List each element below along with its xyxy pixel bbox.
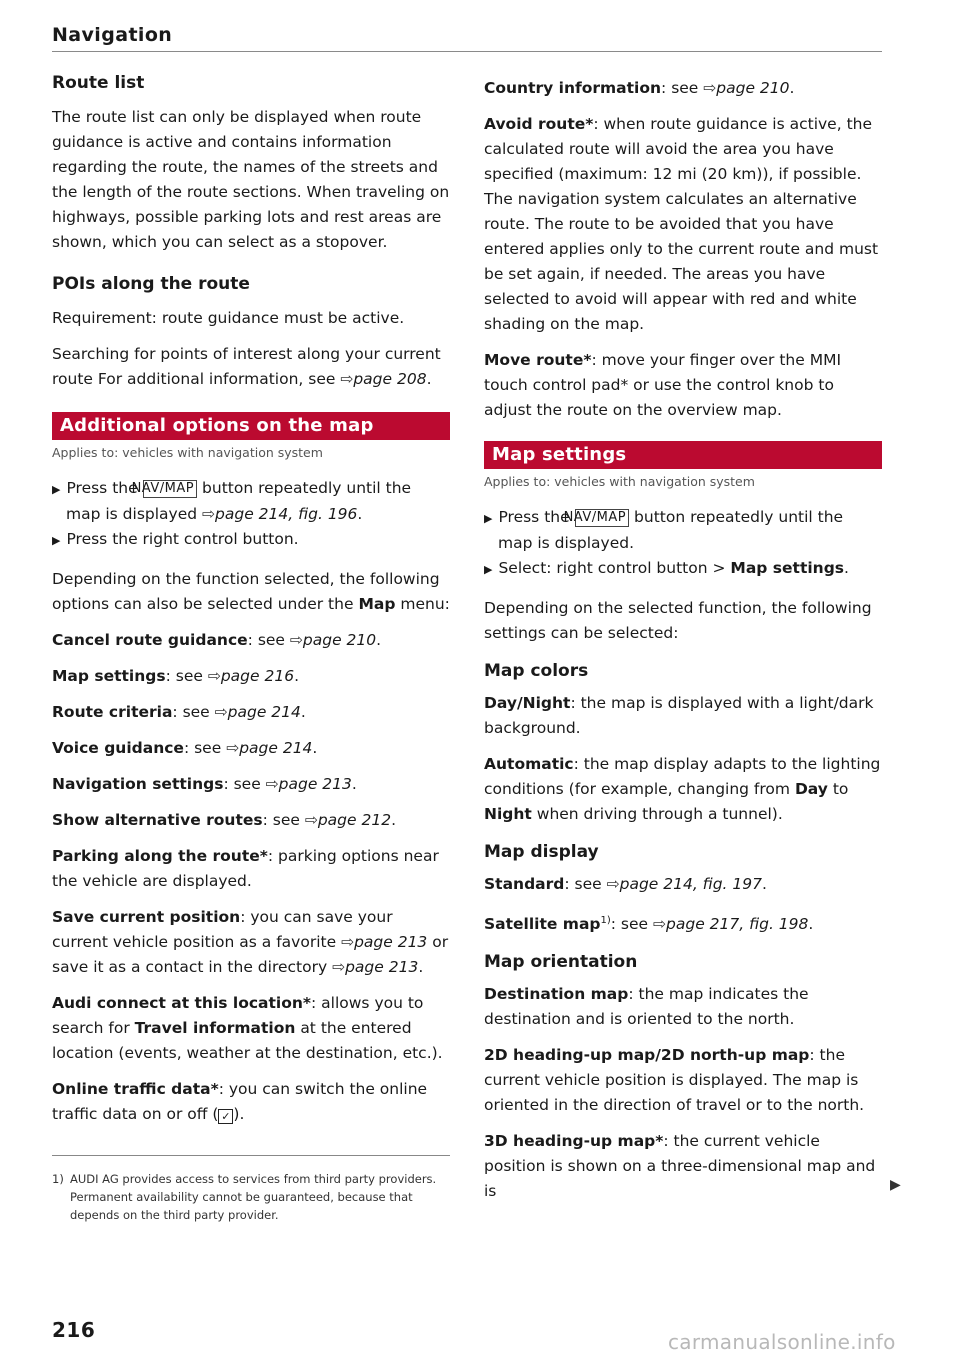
arrow-icon: ⇨ xyxy=(214,703,228,722)
save-position-option: Save current position: you can save your current vehicle position as a favorite ⇨page 213 or save it as a contact in the directory ⇨page 213. xyxy=(52,908,449,977)
page-link[interactable]: page 214, fig. 197 xyxy=(619,875,762,894)
arrow-icon: ⇨ xyxy=(653,915,667,934)
page-link[interactable]: page 210 xyxy=(302,631,377,650)
page-link[interactable]: page 213 xyxy=(345,958,419,977)
arrow-icon: ⇨ xyxy=(207,667,221,686)
step-item: ▶ Press the NAV/MAP button repeatedly until the map is displayed. xyxy=(484,508,844,552)
parking-option: Parking along the route*: parking options near the vehicle are displayed. xyxy=(52,847,439,891)
arrow-icon: ⇨ xyxy=(703,79,717,97)
step-item: ▶ Press the NAV/MAP button repeatedly until the map is displayed ⇨page 214, fig. 196. xyxy=(52,479,412,524)
day-night-option: Day/Night: the map is displayed with a light/dark background. xyxy=(484,694,874,738)
2d-map-option: 2D heading-up map/2D north-up map: the current vehicle position is displayed. The map is oriented in the direction of travel or to the north. xyxy=(484,1046,865,1115)
step-item: ▶ Select: right control button > Map settings. xyxy=(484,559,849,577)
arrow-icon: ⇨ xyxy=(332,958,346,977)
audi-connect-option: Audi connect at this location*: allows you to search for Travel information at the entered location (events, weather at the destination, etc.). xyxy=(52,994,443,1063)
automatic-option: Automatic: the map display adapts to the lighting conditions (for example, changing from Day to Night when driving through a tunnel). xyxy=(484,755,881,824)
route-list-heading: Route list xyxy=(52,73,145,93)
page-link[interactable]: page 210 xyxy=(716,79,790,97)
map-orientation-heading: Map orientation xyxy=(484,952,638,973)
arrow-icon: ⇨ xyxy=(289,631,303,650)
footnote-divider xyxy=(52,1155,450,1156)
section-banner-map-settings: Map settings xyxy=(484,441,882,469)
continue-arrow-icon: ▶ xyxy=(890,1177,901,1193)
option-item: Navigation settings: see ⇨page 213. xyxy=(52,775,357,794)
left-column xyxy=(52,72,450,1224)
page-link[interactable]: page 214, fig. 196 xyxy=(215,505,358,524)
map-display-heading: Map display xyxy=(484,842,599,863)
pois-requirement: Requirement: route guidance must be active. xyxy=(52,309,405,328)
key-label: NAV/MAP xyxy=(575,509,630,527)
online-traffic-option: Online traffic data*: you can switch the online traffic data on or off ( ✓ ). xyxy=(52,1080,428,1124)
triangle-bullet-icon: ▶ xyxy=(52,534,61,548)
option-item: Cancel route guidance: see ⇨page 210. xyxy=(52,631,382,650)
page-link[interactable]: page 213 xyxy=(278,775,352,794)
watermark: carmanualsonline.info xyxy=(668,1330,896,1354)
page-header-title: Navigation xyxy=(52,24,173,46)
pois-text: Searching for points of interest along your current route For additional information, see ⇨page 208. xyxy=(52,345,441,389)
instruction-steps xyxy=(484,505,882,582)
page-link[interactable]: page 208 xyxy=(353,370,427,389)
arrow-icon: ⇨ xyxy=(265,775,279,794)
satellite-option: Satellite map$^{1)}$: see ⇨page 217, fig. 198. xyxy=(484,915,814,934)
pois-heading: POIs along the route xyxy=(52,274,250,295)
option-item: Route criteria: see ⇨page 214. xyxy=(52,703,306,722)
arrow-icon: ⇨ xyxy=(226,739,240,758)
option-item: Voice guidance: see ⇨page 214. xyxy=(52,739,318,758)
page-link[interactable]: page 214 xyxy=(227,703,301,722)
instruction-steps xyxy=(52,476,450,553)
route-list-text: The route list can only be displayed when route guidance is active and contains information regarding the route, the names of the streets and the length of the route sections. When traveling on highways, possible parking lots and rest areas are shown, which you can select as a stopover. xyxy=(52,108,450,252)
arrow-icon: ⇨ xyxy=(202,505,216,524)
page-link[interactable]: page 212 xyxy=(317,811,392,830)
footnote: 1) AUDI AG provides access to services from third party providers. Permanent availability cannot be guaranteed, because that depends on the third party provider. xyxy=(52,1172,437,1223)
page-link[interactable]: page 213 xyxy=(354,933,428,952)
depending-text: Depending on the function selected, the following options can also be selected under the Map menu: xyxy=(52,570,450,614)
applies-to-note: Applies to: vehicles with navigation system xyxy=(52,445,323,461)
header-divider xyxy=(52,51,882,52)
arrow-icon: ⇨ xyxy=(304,811,318,830)
section-banner-additional-options: Additional options on the map xyxy=(52,412,450,440)
map-colors-heading: Map colors xyxy=(484,661,589,681)
page-link[interactable]: page 217, fig. 198 xyxy=(666,915,809,934)
avoid-route-option: Avoid route*: when route guidance is active, the calculated route will avoid the area you have specified (maximum: 12 mi (20 km)), if possible. The navigation system calculates an alternative route. The route to be avoided that you have entered applies only to the current route and must be set again, if needed. The areas you have selected to avoid will appear with red and white shading on the map. xyxy=(484,115,879,333)
step-item: ▶ Press the right control button. xyxy=(52,530,299,549)
triangle-bullet-icon: ▶ xyxy=(52,483,61,497)
applies-to-note: Applies to: vehicles with navigation system xyxy=(484,474,755,489)
3d-map-option: 3D heading-up map*: the current vehicle position is shown on a three-dimensional map and is xyxy=(484,1132,876,1201)
country-info-option: Country information: see ⇨page 210. xyxy=(484,79,795,97)
destination-map-option: Destination map: the map indicates the destination and is oriented to the north. xyxy=(484,985,809,1029)
right-column xyxy=(484,76,882,1215)
arrow-icon: ⇨ xyxy=(606,875,620,894)
depending-text: Depending on the selected function, the following settings can be selected: xyxy=(484,599,872,642)
arrow-icon: ⇨ xyxy=(340,370,354,389)
triangle-bullet-icon: ▶ xyxy=(484,512,493,525)
page-number: 216 xyxy=(52,1318,96,1342)
move-route-option: Move route*: move your finger over the MMI touch control pad* or use the control knob to adjust the route on the overview map. xyxy=(484,351,842,419)
key-label: NAV/MAP xyxy=(143,480,198,498)
option-item: Show alternative routes: see ⇨page 212. xyxy=(52,811,397,830)
checkbox-checked-icon: ✓ xyxy=(218,1109,233,1124)
standard-option: Standard: see ⇨page 214, fig. 197. xyxy=(484,875,767,894)
arrow-icon: ⇨ xyxy=(341,933,355,952)
page-link[interactable]: page 216 xyxy=(220,667,295,686)
triangle-bullet-icon: ▶ xyxy=(484,563,493,576)
option-item: Map settings: see ⇨page 216. xyxy=(52,667,300,686)
page-link[interactable]: page 214 xyxy=(239,739,313,758)
